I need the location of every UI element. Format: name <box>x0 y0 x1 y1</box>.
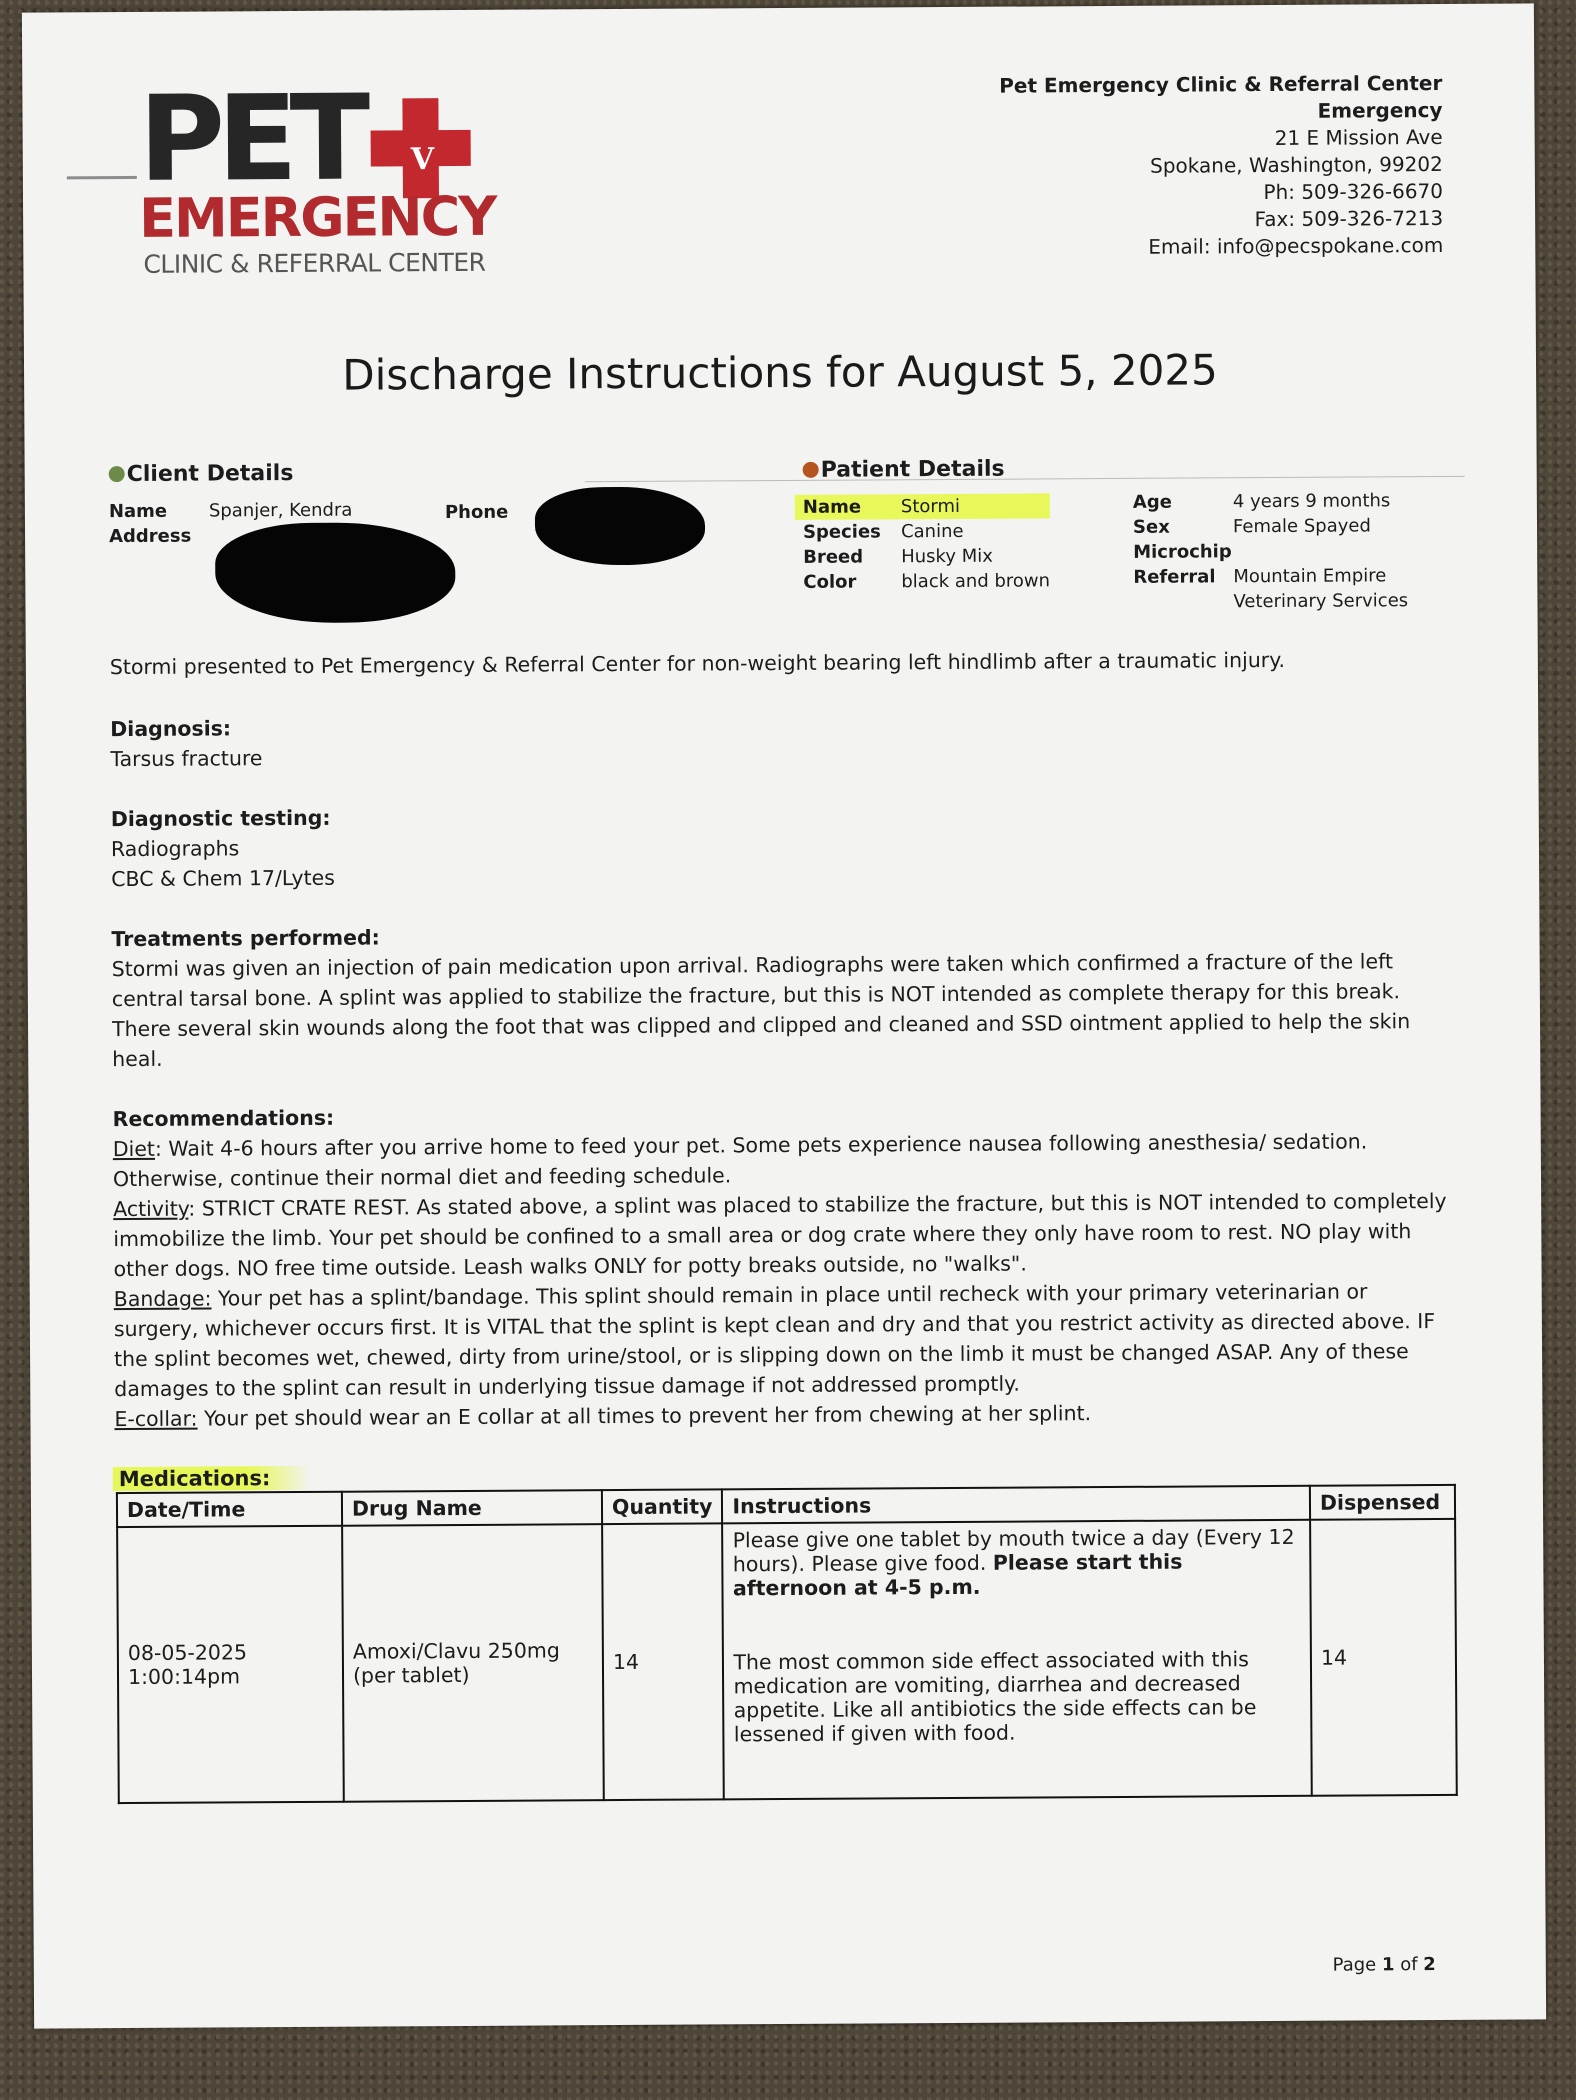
activity-label: Activity <box>113 1196 189 1222</box>
diagnosis-heading: Diagnosis: <box>110 716 232 742</box>
column-header-quantity: Quantity <box>602 1489 723 1524</box>
bandage-label: Bandage: <box>113 1286 212 1312</box>
med-dispensed: 14 <box>1310 1519 1457 1796</box>
bandage-text: Your pet has a splint/bandage. This splint should remain in place until recheck with your primary veterinarian or surgery, whichever occurs first. It is VITAL that the splint is kept clean and dry and that you restrict activity as directed above. IF the splint becomes wet, chewed, dirty from urine/stool, or is slipping down on the limb it must be changed ASAP. Any of these damages to the splint can result in underlying tissue damage if not addressed promptly. <box>113 1279 1436 1402</box>
recommendations-section <box>113 1096 1455 1434</box>
patient-species-row <box>803 518 1050 545</box>
med-date: 08-05-2025 <box>127 1640 248 1666</box>
patient-color-label: Color <box>803 571 857 593</box>
column-header-dispensed: Dispensed <box>1310 1485 1455 1520</box>
client-name-row <box>109 498 353 524</box>
patient-species-label: Species <box>802 521 881 543</box>
recommendations-heading: Recommendations: <box>112 1105 335 1132</box>
clinic-street: 21 E Mission Ave <box>1274 124 1443 150</box>
table-row <box>117 1519 1457 1803</box>
client-address-label: Address <box>108 525 192 548</box>
med-drug-cell <box>342 1524 604 1802</box>
medical-cross-icon <box>370 98 471 199</box>
clinic-address-block <box>999 70 1443 262</box>
client-address-row <box>109 524 191 550</box>
patient-referral-line1: Mountain Empire <box>1233 565 1387 588</box>
med-instructions-side-effects: The most common side effect associated with this medication are vomiting, diarrhea and decreased appetite. Like all antibiotics the side effects can be lessened if given with food. <box>733 1647 1257 1747</box>
person-icon <box>109 466 125 482</box>
patient-color-row <box>803 568 1050 595</box>
med-instructions-dosing: Please give one tablet by mouth twice a day (Every 12 hours). Please give food. Please start this afternoon at 4-5 p.m. <box>732 1524 1295 1601</box>
medications-heading: Medications: <box>113 1466 311 1491</box>
treatments-heading: Treatments performed: <box>111 925 380 952</box>
clinic-department: Emergency <box>1317 97 1443 123</box>
bandage-recommendation <box>114 1276 1455 1404</box>
patient-species-value: Canine <box>900 520 964 543</box>
clinic-logo <box>110 68 511 290</box>
client-phone-label: Phone <box>444 501 509 524</box>
diagnostic-test-item: Radiographs <box>110 836 240 862</box>
page-number: Page 1 of 2 <box>1332 1954 1436 1976</box>
treatments-section <box>111 916 1452 1074</box>
redacted-address <box>215 522 456 623</box>
med-instructions-cell <box>723 1520 1312 1800</box>
patient-age-row <box>1133 488 1408 515</box>
patient-name-label: Name <box>802 496 862 518</box>
diagnostic-testing-heading: Diagnostic testing: <box>110 805 331 832</box>
client-details-heading: Client Details <box>109 461 294 487</box>
discharge-document <box>22 3 1546 2028</box>
patient-microchip-label: Microchip <box>1133 541 1232 563</box>
clinic-phone: Ph: 509-326-6670 <box>1263 178 1444 205</box>
patient-color-value: black and brown <box>901 570 1051 593</box>
redacted-phone <box>535 486 705 565</box>
patient-left-column <box>803 493 1050 595</box>
patient-age-value: 4 years 9 months <box>1232 490 1391 513</box>
treatments-text: Stormi was given an injection of pain medication upon arrival. Radiographs were taken which confirmed a fracture of the left central tarsal bone. A splint was applied to stabilize the fracture, but this is NOT intended as complete therapy for this break. There several skin wounds along the foot that was clipped and clipped and cleaned and SSD ointment applied to help the skin heal. <box>111 949 1411 1072</box>
diet-recommendation <box>113 1126 1453 1194</box>
patient-breed-value: Husky Mix <box>901 545 993 568</box>
column-header-instructions: Instructions <box>722 1486 1310 1524</box>
column-header-date: Date/Time <box>117 1492 342 1527</box>
patient-details-heading: Patient Details <box>803 457 1005 483</box>
med-quantity: 14 <box>602 1523 724 1800</box>
paw-icon <box>803 462 819 478</box>
column-header-drug: Drug Name <box>342 1490 602 1526</box>
diet-label: Diet <box>112 1136 156 1162</box>
activity-text: : STRICT CRATE REST. As stated above, a splint was placed to stabilize the fracture, but this is NOT intended to completely immobilize the limb. Your pet should be confined to a small area or dog crate where they only have room to rest. NO play with other dogs. NO free time outside. Leash walks ONLY for potty breaks outside, no "walks". <box>113 1188 1447 1282</box>
med-drug-unit: (per tablet) <box>352 1662 470 1688</box>
patient-referral-label: Referral <box>1133 566 1216 588</box>
patient-name-row <box>795 493 1050 520</box>
patient-name-value: Stormi <box>900 495 961 518</box>
patient-referral-line2: Veterinary Services <box>1233 590 1409 613</box>
activity-recommendation <box>113 1186 1454 1284</box>
med-instructions-start: Please start this afternoon at 4-5 p.m. <box>732 1549 1183 1601</box>
patient-sex-value: Female Spayed <box>1232 515 1371 538</box>
client-name-label: Name <box>108 500 168 523</box>
clinic-fax: Fax: 509-326-7213 <box>1254 205 1444 232</box>
medications-table <box>116 1484 1458 1804</box>
patient-microchip-row <box>1133 538 1408 565</box>
logo-pet-text: PET <box>138 68 363 208</box>
patient-sex-row <box>1133 513 1408 540</box>
diagnosis-section <box>110 706 1450 774</box>
patient-right-column <box>1133 488 1408 615</box>
patient-referral-row-2 <box>1133 588 1408 615</box>
client-phone-row <box>445 500 509 525</box>
med-time: 1:00:14pm <box>127 1664 241 1690</box>
clinic-email: Email: info@pecspokane.com <box>1148 232 1444 259</box>
patient-referral-row <box>1133 563 1408 590</box>
med-date-cell <box>117 1526 344 1803</box>
clinic-city: Spokane, Washington, 99202 <box>1150 151 1443 178</box>
logo-subtitle: CLINIC & REFERRAL CENTER <box>143 247 486 279</box>
patient-breed-label: Breed <box>803 546 864 568</box>
diagnosis-value: Tarsus fracture <box>110 746 263 772</box>
client-name-value: Spanjer, Kendra <box>208 499 353 522</box>
presentation-text: Stormi presented to Pet Emergency & Referral Center for non-weight bearing left hindlimb after a traumatic injury. <box>109 647 1286 680</box>
logo-cross-letter: V <box>410 142 435 178</box>
patient-breed-row <box>803 543 1050 570</box>
patient-sex-label: Sex <box>1132 516 1170 538</box>
patient-age-label: Age <box>1132 491 1172 513</box>
diagnostic-test-item: CBC & Chem 17/Lytes <box>111 865 335 892</box>
ecollar-text: Your pet should wear an E collar at all times to prevent her from chewing at her splint. <box>197 1401 1092 1431</box>
staple-mark <box>67 176 137 179</box>
ecollar-label: E-collar: <box>114 1406 198 1432</box>
diagnostic-testing-section <box>111 796 1452 894</box>
document-title: Discharge Instructions for August 5, 2025 <box>342 345 1218 400</box>
clinic-name: Pet Emergency Clinic & Referral Center <box>999 70 1443 98</box>
section-divider <box>585 476 1465 482</box>
logo-emergency-text: EMERGENCY <box>138 184 496 250</box>
med-drug-name: Amoxi/Clavu 250mg <box>352 1638 560 1664</box>
diet-text: : Wait 4-6 hours after you arrive home to feed your pet. Some pets experience nausea following anesthesia/ sedation. Otherwise, continue their normal diet and feeding schedule. <box>112 1129 1368 1192</box>
